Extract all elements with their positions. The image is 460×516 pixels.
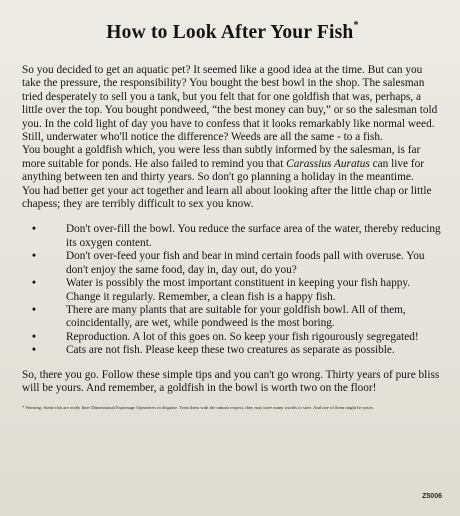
tip-item — [22, 277, 443, 304]
title-text: How to Look After Your Fish — [106, 22, 354, 43]
tip-item — [22, 304, 443, 331]
page-title — [22, 22, 443, 44]
tip-text: Don't over-fill the bowl. You reduce the surface area of the water, thereby reducing its oxygen content. — [66, 223, 441, 249]
species-name: Carassius Auratus — [286, 157, 370, 170]
intro-2-text-before: You bought a goldfish which, you were less than subtly informed by the salesman, is far more suitable for ponds. He also failed to remind you that — [22, 144, 421, 170]
body-text — [22, 64, 443, 395]
closing-paragraph: So, there you go. Follow these simple tips and you can't go wrong. Thirty years of pure bliss will be yours. And remember, a goldfish in the bowl is worth two on the floor! — [22, 368, 440, 394]
footnote: * Warning: Some fish are really Inter Dimensional Espionage Operatives in disguise. Treat them with the utmost respect, they may have many worlds to save. And one of them might be yours. — [22, 405, 375, 411]
tip-text: Reproduction. A lot of this goes on. So keep your fish rigourously segregated! — [66, 330, 419, 343]
tip-item — [22, 250, 443, 277]
intro-paragraph-1 — [22, 64, 443, 144]
bullet-icon: • — [32, 303, 36, 316]
tip-text: Water is possibly the most important constituent in keeping your fish happy. Change it regularly. Remember, a clean fish is a happy fish. — [66, 277, 411, 303]
bullet-icon: • — [32, 250, 36, 263]
bullet-icon: • — [32, 330, 36, 343]
intro-1-text: So you decided to get an aquatic pet? It seemed like a good idea at the time. But can you take the pressure, the responsibility? You bought the best bowl in the shop. The salesman tried desperately to sell you a tank, but you felt that for one goldfish that was, perhaps, a little over the top. You bought pondweed, “the best money can buy,” or so the salesman told you. In the cold light of day you have to confess that it looks remarkably like normal weed. Still, underwater who'll notice the difference? Weeds are all the same - to a fish. — [22, 64, 438, 144]
bullet-icon: • — [32, 277, 36, 290]
tips-list — [22, 223, 443, 357]
bullet-icon: • — [32, 223, 36, 236]
intro-3-text: You had better get your act together and learn all about looking after the little chap or little chapess; they are terribly difficult to sex you know. — [22, 184, 432, 211]
intro-2-text-after: can live for anything between ten and thirty years. So don't go planning a holiday in the meantime. — [22, 157, 425, 184]
tip-item — [22, 331, 443, 344]
tip-item — [22, 344, 443, 357]
product-code: Z5006 — [422, 493, 442, 500]
tip-text: Cats are not fish. Please keep these two creatures as separate as possible. — [66, 344, 395, 357]
bullet-icon: • — [32, 344, 36, 357]
intro-paragraph-2 — [22, 144, 443, 184]
title-asterisk: * — [353, 20, 359, 31]
tip-text: There are many plants that are suitable for your goldfish bowl. All of them, coincidentally, are wet, while pondweed is the most boring. — [66, 303, 406, 330]
tip-item — [22, 223, 443, 250]
intro-paragraph-3 — [22, 185, 443, 212]
tip-text: Don't over-feed your fish and bear in mind certain foods pall with overuse. You don't enjoy the same food, day in, day out, do you? — [66, 250, 425, 276]
